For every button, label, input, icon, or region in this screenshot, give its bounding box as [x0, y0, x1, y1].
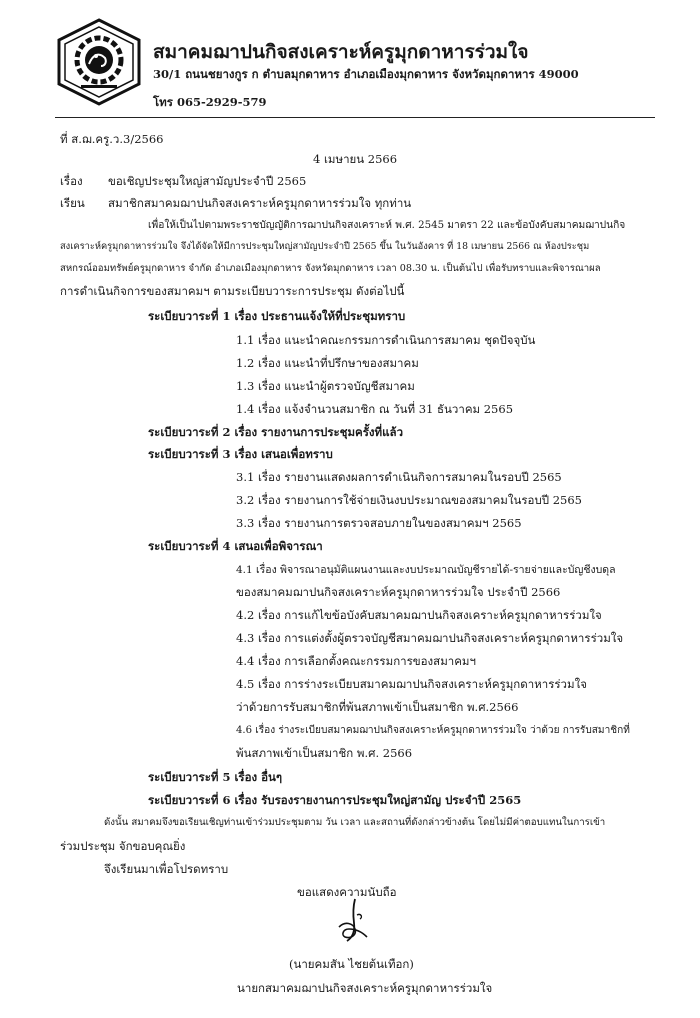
- inform-line: จึงเรียนมาเพื่อโปรดทราบ: [104, 862, 229, 876]
- org-address: 30/1 ถนนชยางกูร ก ตำบลมุกดาหาร อำเภอเมืองมุกดาหาร จังหวัดมุกดาหาร 49000: [153, 67, 579, 81]
- agenda-item: 1.2 เรื่อง แนะนำที่ปรึกษาของสมาคม: [236, 356, 419, 370]
- signer-title: นายกสมาคมฌาปนกิจสงเคราะห์ครูมุกดาหารร่วมใจ: [237, 981, 493, 995]
- agenda-heading: ระเบียบวาระที่ 1 เรื่อง ประธานแจ้งให้ที่ประชุมทราบ: [148, 309, 406, 323]
- agenda-heading: ระเบียบวาระที่ 4 เสนอเพื่อพิจารณา: [148, 539, 323, 553]
- agenda-item: 4.6 เรื่อง ร่างระเบียบสมาคมฌาปนกิจสงเคราะห์ครูมุกดาหารร่วมใจ ว่าด้วย การรับสมาชิกที่: [236, 725, 630, 736]
- regards-text: ขอแสดงความนับถือ: [297, 885, 397, 899]
- agenda-item: 4.3 เรื่อง การแต่งตั้งผู้ตรวจบัญชีสมาคมฌาปนกิจสงเคราะห์ครูมุกดาหารร่วมใจ: [236, 631, 624, 645]
- recipient-label: เรียน: [60, 196, 85, 210]
- intro-line: สงเคราะห์ครูมุกดาหารร่วมใจ จึงได้จัดให้มีการประชุมใหญ่สามัญประจำปี 2565 ขึ้น ในวันอังคาร ที่ 18 เมษายน 2566 ณ ห้องประชุม: [60, 241, 590, 252]
- association-seal-icon: [55, 18, 143, 106]
- agenda-item: 3.1 เรื่อง รายงานแสดงผลการดำเนินกิจการสมาคมในรอบปี 2565: [236, 470, 562, 484]
- agenda-item: 4.4 เรื่อง การเลือกตั้งคณะกรรมการของสมาคมฯ: [236, 654, 476, 668]
- recipient-text: สมาชิกสมาคมฌาปนกิจสงเคราะห์ครูมุกดาหารร่วมใจ ทุกท่าน: [108, 196, 412, 210]
- agenda-item-continued: ของสมาคมฌาปนกิจสงเคราะห์ครูมุกดาหารร่วมใจ ประจำปี 2566: [236, 585, 561, 599]
- agenda-item: 4.1 เรื่อง พิจารณาอนุมัติแผนงานและงบประมาณบัญชีรายได้-รายจ่ายและบัญชีงบดุล: [236, 564, 616, 576]
- subject-text: ขอเชิญประชุมใหญ่สามัญประจำปี 2565: [108, 174, 307, 188]
- agenda-item-continued: ว่าด้วยการรับสมาชิกที่พ้นสภาพเข้าเป็นสมาชิก พ.ศ.2566: [236, 700, 519, 714]
- agenda-item: 1.3 เรื่อง แนะนำผู้ตรวจบัญชีสมาคม: [236, 379, 415, 393]
- agenda-heading: ระเบียบวาระที่ 5 เรื่อง อื่นๆ: [148, 770, 283, 784]
- agenda-item-continued: พ้นสภาพเข้าเป็นสมาชิก พ.ศ. 2566: [236, 746, 413, 760]
- agenda-item: 4.2 เรื่อง การแก้ไขข้อบังคับสมาคมฌาปนกิจสงเคราะห์ครูมุกดาหารร่วมใจ: [236, 608, 602, 622]
- subject-label: เรื่อง: [60, 174, 83, 188]
- agenda-item: 3.3 เรื่อง รายงานการตรวจสอบภายในของสมาคมฯ 2565: [236, 516, 522, 530]
- reference-number: ที่ ส.ฌ.ครู.ว.3/2566: [60, 132, 164, 146]
- handwritten-signature-icon: [333, 897, 373, 945]
- agenda-heading: ระเบียบวาระที่ 3 เรื่อง เสนอเพื่อทราบ: [148, 447, 333, 461]
- closing-line: ดังนั้น สมาคมจึงขอเรียนเชิญท่านเข้าร่วมประชุมตาม วัน เวลา และสถานที่ดังกล่าวข้างต้น โดยไม่มีค่าตอบแทนในการเข้า: [104, 817, 606, 828]
- agenda-item: 4.5 เรื่อง การร่างระเบียบสมาคมฌาปนกิจสงเคราะห์ครูมุกดาหารร่วมใจ: [236, 677, 587, 691]
- intro-line: เพื่อให้เป็นไปตามพระราชบัญญัติการฌาปนกิจสงเคราะห์ พ.ศ. 2545 มาตรา 22 และข้อบังคับสมาคมฌาปนกิจ: [148, 220, 626, 231]
- intro-line: การดำเนินกิจการของสมาคมฯ ตามระเบียบวาระการประชุม ดังต่อไปนี้: [60, 284, 405, 298]
- org-name: สมาคมฌาปนกิจสงเคราะห์ครูมุกดาหารร่วมใจ: [153, 41, 529, 63]
- intro-line: สหกรณ์ออมทรัพย์ครูมุกดาหาร จำกัด อำเภอเมืองมุกดาหาร จังหวัดมุกดาหาร เวลา 08.30 น. เป็นต้นไป เพื่อรับทราบและพิจารณาผล: [60, 263, 601, 274]
- agenda-heading: ระเบียบวาระที่ 2 เรื่อง รายงานการประชุมครั้งที่แล้ว: [148, 425, 404, 439]
- signer-name: (นายคมสัน ไชยต้นเทือก): [289, 957, 414, 971]
- org-phone: โทร 065-2929-579: [153, 95, 267, 109]
- letter-date: 4 เมษายน 2566: [313, 152, 398, 166]
- header-divider: [55, 117, 655, 118]
- agenda-heading: ระเบียบวาระที่ 6 เรื่อง รับรองรายงานการประชุมใหญ่สามัญ ประจำปี 2565: [148, 793, 522, 807]
- agenda-item: 3.2 เรื่อง รายงานการใช้จ่ายเงินงบประมาณของสมาคมในรอบปี 2565: [236, 493, 582, 507]
- agenda-item: 1.4 เรื่อง แจ้งจำนวนสมาชิก ณ วันที่ 31 ธันวาคม 2565: [236, 402, 514, 416]
- agenda-item: 1.1 เรื่อง แนะนำคณะกรรมการดำเนินการสมาคม ชุดปัจจุบัน: [236, 333, 536, 347]
- closing-line: ร่วมประชุม จักขอบคุณยิ่ง: [60, 839, 186, 853]
